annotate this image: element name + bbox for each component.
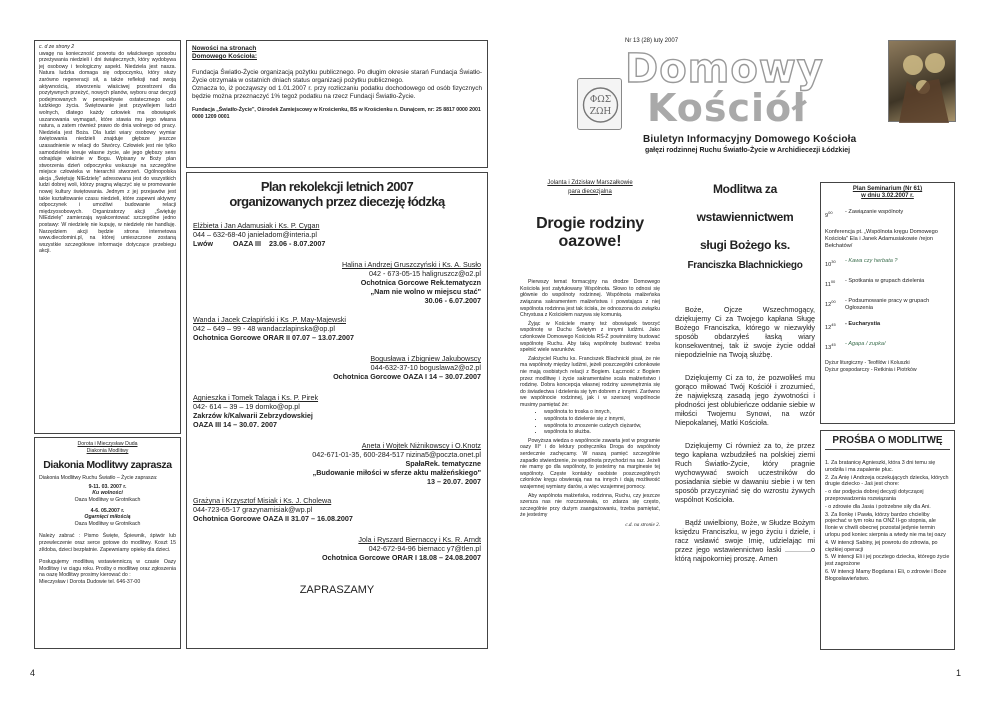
schedule-time: $9^{00}$ [825,210,833,220]
diakonia-box [34,437,181,649]
seminarium-schedule [825,209,950,351]
drogie-authors: Jolanta i Zdzisław Marszałkowie [547,180,633,186]
svg-text:ΦΩΣ: ΦΩΣ [589,95,612,105]
retreat-8-contact: 042-672-94-96 biernacc y7@tlen.pl [368,544,481,553]
drogie-title-1: Drogie rodziny [536,215,644,233]
schedule-text: Konferencja pt. „Wspólnota kręgu Domowego Kościoła" Ela i Janek Adamusiakowie /rejon Bełchatów/ [825,229,938,250]
schedule-item [825,298,950,312]
prayer-request: 1. Za bratanicę Agnieszki, która 3 dni temu się urodziła i ma zapalenie płuc. [825,460,936,473]
prayer-request: 4. W intencji Sabiny, jej powrotu do zdrowia, po ciężkiej operacji [825,539,938,553]
prosba-list [825,460,950,583]
diakonia-intro: Diakonia Modlitwy Ruchu Światło – Życie zaprasza: [39,475,158,482]
modlitwa-title-3: sługi Bożego ks. [700,238,790,252]
retreat-7-leaders: Grażyna i Krzysztof Misiak i Ks. J. Cholewa [193,496,332,505]
schedule-time-minutes: 00 [831,298,836,304]
retreat-5-place: Zakrzów k/Kalwarii Zebrzydowskiej [193,411,313,420]
modlitwa-title-2: wstawiennictwem [696,210,794,224]
drogie-bullets [520,409,660,435]
masthead-subtitle: Biuletyn Informacyjny Domowego Kościoła [643,134,857,145]
schedule-item [825,229,950,250]
article-body: uwagę na konieczność powrotu do właściwego sposobu przeżywania niedzieli i dni świątecznych, który wydobywa jej osobowy i teologiczny aspekt. Niedziela jest nasza. Natura ludzka domaga się odpoczynku, który służy zarówno regeneracji sił, a także refleksji nad swoją aktywnością, stworzeniu właściwej przestrzeni dla pozytywnych przeżyć, nowych planów, wyboru oraz decyzji podejmowanych w perspektywie ostatecznego celu ludzkiego życia. Świętowanie jest przywilejem ludzi wolnych, dlatego każdy człowiek ma obowiązek uszanowania wymagań, które stawia mu jego własna natura, a zatem równieź prawo do dnia wolnego od pracy. Niedziela jest Boża. Dla ludzi wiary osobowy wymiar świętowania niedzieli znajduje głębsze jeszcze uzasadnienie w relacji do Stwórcy. Człowiek jest nie tylko samodzielnie kreuje własne życie, ale jego głębszy sens odnajduje właśnie w Bogu. Wpisany w Boży plan stworzenia dzień odpoczynku wskazuje na szczególne miejsce człowieka w hierarchii stworzeń. Ogólnopolska akcja „Świętuję NIEdzielę" adresowana jest do wszystkich ludzi dobrej woli, którzy pragną włączyć się w promowanie nowej kultury świętowania. Jednym z jej przejawów jest takie kształtowanie czasu niedzieli, które zapewni aktywny odpoczynek i umożliwi budowanie relacji międzyosobowych. Organizatorzy akcji „Świętuję NIEdzielę" zamierzają wyakcentować szczególne jedno postawy: W niedzielę nie kupuję, w niedzielę nie handluję. Narzędziem akcji będzie strona internetowa www.diecdomini.pl, na której umieszczone zostaną wszystkie szczegółowe informacje dotyczące przebiegu akcji. [39,50,176,255]
diakonia-place-1: Oaza Modlitwy w Grotnikach [74,496,141,503]
page-number-right: 1 [956,668,962,678]
drogie-bullet: • wspólnota to troska o innych, [544,409,660,416]
retreat-8-leaders: Jola i Ryszard Biernaccy i Ks. R. Arndt [358,535,481,544]
retreat-6-place: SpałaRek. tematyczne [405,459,481,468]
schedule-text: - Spotkania w grupach dzielenia [845,277,925,284]
retreat-2-contact: 042 - 673-05-15 haligruszcz@o2.pl [369,269,481,278]
modlitwa-paragraph-2: Dziękujemy Ci za to, że pozwoliłeś mu gorąco miłować Twój Kościół i zrozumieć, że największą zasadą jego żywotności i płodności jest oblubieńcze oddanie siebie w miłości Twojemu Synowi, na wzór Niepokalanej, Matki Kościoła. [675,373,815,427]
drogie-body-3: Założyciel Ruchu ks. Franciszek Blachnicki pisał, że nie ma wspólnoty między ludźmi, jeżeli poszczególni członkowie nie mają osobistych relacji z Bogiem. Łączność z Bogiem przez modlitwę i życie sakramentalne scala małżeństwo i rodzinę. Dobra koncepcja własnej rodziny uzewnętrznia się do świadectwa i dzielenia się tym dobrem z innymi. Zarówno we wspólnocie rodzinnej, jak i w szerszej wspólnocie musimy pamiętać że: [520,355,660,408]
retreat-3-leaders: Wanda i Jacek Człapiński i Ks .P. May-Majewski [193,315,346,324]
schedule-time-minutes: 45 [831,321,836,327]
seminarium-title-1: Plan Seminarium (Nr 61) [852,186,923,192]
nowosci-title-2: Domowego Kościoła: [192,53,257,60]
schedule-time: $11^{00}$ [825,278,836,288]
drogie-bullet: • wspólnota to znoszenie cudzych ciężarów, [544,423,660,430]
schedule-time: $12^{00}$ [825,298,836,308]
diakonia-note: Należy zabrać : Pismo Święte, Śpiewnik, śpiwór lub przewleczenie oraz serce gotowe do modlitwy. Koszt 15 zł/doba, dzieci bezpłatnie. Zapewniamy opiekę dla dzieci. [39,533,176,553]
modlitwa-paragraph-3: Dziękujemy Ci również za to, że przez tego kapłana wzbudziłeś na polskiej ziemi Ruch Światło-Życie, który pragnie wychowywać swoich uczestników do posiadania siebie w dawaniu siebie i w ten sposób przyczyniać się do wzrostu żywych wspólnot Kościoła. [675,441,815,504]
nowosci-title-1: Nowości na stronach [192,45,257,52]
diakonia-authors: Dorota i Mieczysław Duda [77,441,138,447]
drogie-rodziny-column [520,180,660,660]
schedule-time: $10^{30}$ [825,259,836,268]
page-number-left: 4 [30,668,36,678]
plan-footer: ZAPRASZAMY [299,584,375,596]
modlitwa-paragraph-1: Boże, Ojcze Wszechmogący, dziękujemy Ci za Twojego kapłana Sługę Bożego Franciszka, którego w niezwykły sposób obdarzyłeś łaską wiary konsekwentnej, tak iż swoje życie oddał niepodzielnie na Twoją służbę. [675,305,815,359]
schedule-text: - Agapa / zupka/ [845,340,886,347]
prosba-box [820,430,955,650]
nowosci-footer: Fundacja „Światło-Życie", Ośrodek Zamiejscowy w Krościenku, BS w Krościenku n. Dunajcem, nr: 25 8817 0000 2001 0000 1209 0001 [192,107,481,120]
diakonia-contact: Posługujemy modlitwą wstawienniczą w czasie Oazy Modlitwy i w ciągu roku. Prośby o modlitwę oraz zgłoszenia na oazę Modlitwy prosimy kierować do : [39,559,176,579]
retreat-2-place: Ochotnica Gorcowe Rek.tematyczn [360,278,481,287]
seminarium-duty-2: Dyżur gospodarczy - Retkinia i Piotrków [825,367,917,374]
drogie-body-5: Aby wspólnota małżeńska, rodzinna, Ruchu, czy jeszcze szersza nas nie rozczarowała, co zdarza się często, szczególnie przy dużym zaangażowaniu, trzeba pamiętać, że jesteśmy [520,492,660,519]
schedule-text: - Zawiązanie wspólnoty [845,209,904,216]
drogie-bullet: • wspólnota to służba. [544,429,660,436]
retreat-6-leaders: Aneta i Wojtek Niżnikowscy i O.Knotz [361,441,481,450]
retreat-6-contact: 042-671-01-35, 600-284-517 nizina5@poczta.onet.pl [312,450,481,459]
diakonia-date-1: 9-11. 03. 2007 r. [88,483,127,490]
diakonia-theme-2: Ogarnięci miłością [84,514,131,521]
diakonia-section: Diakonia Modlitwy [86,447,129,454]
masthead [575,38,960,160]
prayer-request: 6. W intencji Mamy Bogdana i Eli, o zdrowie i Boże Błogosławieństwo. [825,568,947,582]
retreat-7-contact: 044-723-65-17 grazynamisiak@wp.pl [193,505,313,514]
schedule-time-minutes: 45 [831,341,836,347]
retreat-6-theme: „Budowanie miłości w sferze aktu małżeńskiego" [312,468,481,477]
prayer-request: - o dar podjęcia dobrej decyzji dotyczącej przeprowadzenia rozwiązania [825,489,924,502]
retreat-5-leaders: Agnieszka i Tomek Talaga i Ks. P. Pirek [193,393,319,402]
retreat-8-details: Ochotnica Gorcowe ORAR I 18.08 – 24.08.2007 [322,553,481,562]
plan-title-2: organizowanych przez diecezję łódzką [229,194,445,209]
nowosci-body-2: Oznacza to, iż począwszy od 1.01.2007 r. przy rozliczaniu podatku dochodowego od osób fizycznych będzie można przeznaczyć 1% tegoż podatku na rzecz Fundacji Światło-Życie. [192,85,482,100]
drogie-bullet: • wspólnota to dzielenie się z innymi, [544,416,660,423]
retreat-1-details: Lwów OAZA III 23.06 - 8.07.2007 [193,239,326,248]
retreat-3-details: Ochotnica Gorcowe ORAR II 07.07 – 13.07.2007 [193,333,354,342]
drogie-role: para diecezjalna [568,188,612,195]
retreat-7-details: Ochotnica Gorcowe OAZA II 31.07 – 16.08.2007 [193,514,353,523]
masthead-word-1: Domowy [625,46,824,92]
drogie-body-2: Żyjąc w Kościele mamy też obowiązek tworzyć wspólnotę w Duchu Świętym z innymi ludźmi. Jako członkowie Domowego Kościoła RŚ-Ż powinniśmy budować wspólnotę Ruchu. Aby taką wspólnotę budować trzeba spełnić wiele warunków. [520,320,660,354]
retreat-5-contact: 042- 614 – 39 – 19 domko@op.pl [193,402,300,411]
schedule-text: - Eucharystia [845,320,881,327]
drogie-body-4: Powyższa wiedza o wspólnocie zawarta jest w programie oazy III° i do lektury podręcznika Droga do wspólnoty serdecznie zachęcamy. W naszą pamięć szczególnie zapadło stwierdzenie, że wspólnota przychodzi na raz. Jeżeli nie mamy go dla wspólnoty, to jesteśmy na marginesie tej wspólnoty. Częste kontakty osobiste poszczególnych członków kręgu obwierają nas na innych i dają możliwość wzajemnej wymiany darów, a więc wzajemnej pomocy. [520,437,660,490]
drogie-continued: c.d. na stronie 2. [625,521,660,528]
retreat-4-contact: 044-632-37-10 boguslawa2@o2.pl [370,363,481,372]
diakonia-theme-1: Ku wolności [92,490,123,497]
schedule-item [825,258,950,269]
retreat-1-leaders: Elżbieta i Jan Adamusiak i Ks. P. Cygan [193,221,320,230]
seminarium-title-2: w dniu 3.02.2007 r. [861,192,914,199]
schedule-item [825,209,950,220]
svg-text:ΖΩΗ: ΖΩΗ [589,107,612,117]
modlitwa-title-1: Modlitwa za [712,182,778,196]
prayer-request: 5. W intencji Eli i jej pocztego dziecka, którego życie jest zagrożone [825,554,950,568]
seminarium-box [820,182,955,424]
masthead-word-2: Kościół [647,86,808,130]
retreat-5-dates: OAZA III 14 – 30.07. 2007 [193,420,278,429]
schedule-item [825,278,950,289]
modlitwa-title-4: Franciszka Blachnickiego [687,260,803,271]
masthead-subtitle-2: gałęzi rodzinnej Ruchu Światło-Życie w Archidiecezji Łódzkiej [645,147,851,154]
plan-box [186,172,488,649]
retreat-2-dates: 30.06 - 6.07.2007 [424,296,481,305]
light-life-emblem-icon [578,79,623,131]
column-article-continued [34,40,181,434]
prayer-request: 3. Za Ilonkę i Pawła, którzy bardzo chcieliby pojechać w tym roku na ONŻ II-go stopnia, ale Ilonie w chwili obecnej pozostał jedynie termin urlopu pod koniec sierpnia a wtedy nie ma tej oazy [825,511,946,538]
schedule-time: $13^{45}$ [825,341,836,351]
retreat-2-theme: „Nam nie wolno w miejscu stać" [370,287,481,296]
seminarium-duty-1: Dyżur liturgiczny - Teofilów i Koluszki [825,360,910,367]
plan-title-1: Plan rekolekcji letnich 2007 [260,179,414,194]
modlitwa-column [675,180,815,650]
diakonia-place-2: Oaza Modlitwy w Grotnikach [74,520,141,527]
retreat-1-contact: 044 – 632-68-40 janieladom@interia.pl [193,230,317,239]
modlitwa-paragraph-4: Bądź uwielbiony, Boże, w Słudze Bożym księdzu Franciszku, w jego życiu i dziele, i racz wsławić swoje Imię, udzielając mi przez jego wstawiennictwo łaski .............o którą najpokorniej proszę. Amen [675,518,815,563]
nowosci-box [186,40,488,168]
holy-family-icon [888,40,956,122]
schedule-time-minutes: 00 [828,210,833,216]
prosba-title: PROŚBA O MODLITWĘ [825,435,950,450]
continued-note: c. d ze strony 2 [39,44,75,50]
diakonia-contact-name: Mieczysław i Dorota Dudowie tel. 646-37-00 [39,578,141,585]
nowosci-body: Fundacja Światło-Życie organizacją pożytku publicznego. Po długim okresie starań Fundacja Światło- Życie otrzymała w ostatnich dniach status organizacji pożytku publicznego. [192,69,482,84]
drogie-body-1: Pierwszy temat formacyjny na drodze Domowego Kościoła jest zatytułowany Wspólnota. Słowo to odnosi się głównie do wspólnoty rodzinnej. Wspólnota małżeńska związana sakramentem małżeństwa i powstająca z niej wspólnota rodzinna jest tak ścisła, że odnoszona do związku Chrystusa z Kościołem nazywa się komunią. [520,279,660,319]
issue-number: Nr 13 (28) luty 2007 [625,38,679,44]
drogie-title-2: oazowe! [558,233,622,251]
retreat-3-contact: 042 – 649 – 99 - 48 wandaczlapinska@op.pl [193,324,335,333]
schedule-item [825,341,950,352]
schedule-item [825,321,950,332]
prayer-request: - o zdrowie dla Jasia i potrzebne siły dla Ani. [825,503,931,510]
schedule-time-minutes: 30 [831,259,836,265]
retreat-6-dates: 13 – 20.07. 2007 [427,477,481,486]
schedule-text: - Podsumowanie pracy w grupach Ogłoszenia [845,297,930,311]
retreat-2-leaders: Halina i Andrzej Gruszczyński i Ks. A. Susło [341,260,481,269]
diakonia-title: Diakonia Modlitwy zaprasza [43,459,172,472]
retreat-4-details: Ochotnica Gorcowe OAZA I 14 – 30.07.2007 [333,372,481,381]
retreat-4-leaders: Bogusława i Zbigniew Jakubowscy [370,354,481,363]
schedule-time-minutes: 00 [830,278,836,284]
schedule-text: - Kawa czy herbata ? [845,258,898,265]
prayer-request: 2. Za Anię i Andrzeja oczekujących dziecka, których drugie dziecko - Jaś jest chore: [825,474,949,488]
schedule-time: $12^{45}$ [825,321,836,331]
diakonia-date-2: 4-6. 05.2007 r. [90,507,125,514]
masthead-emblem [577,78,622,130]
